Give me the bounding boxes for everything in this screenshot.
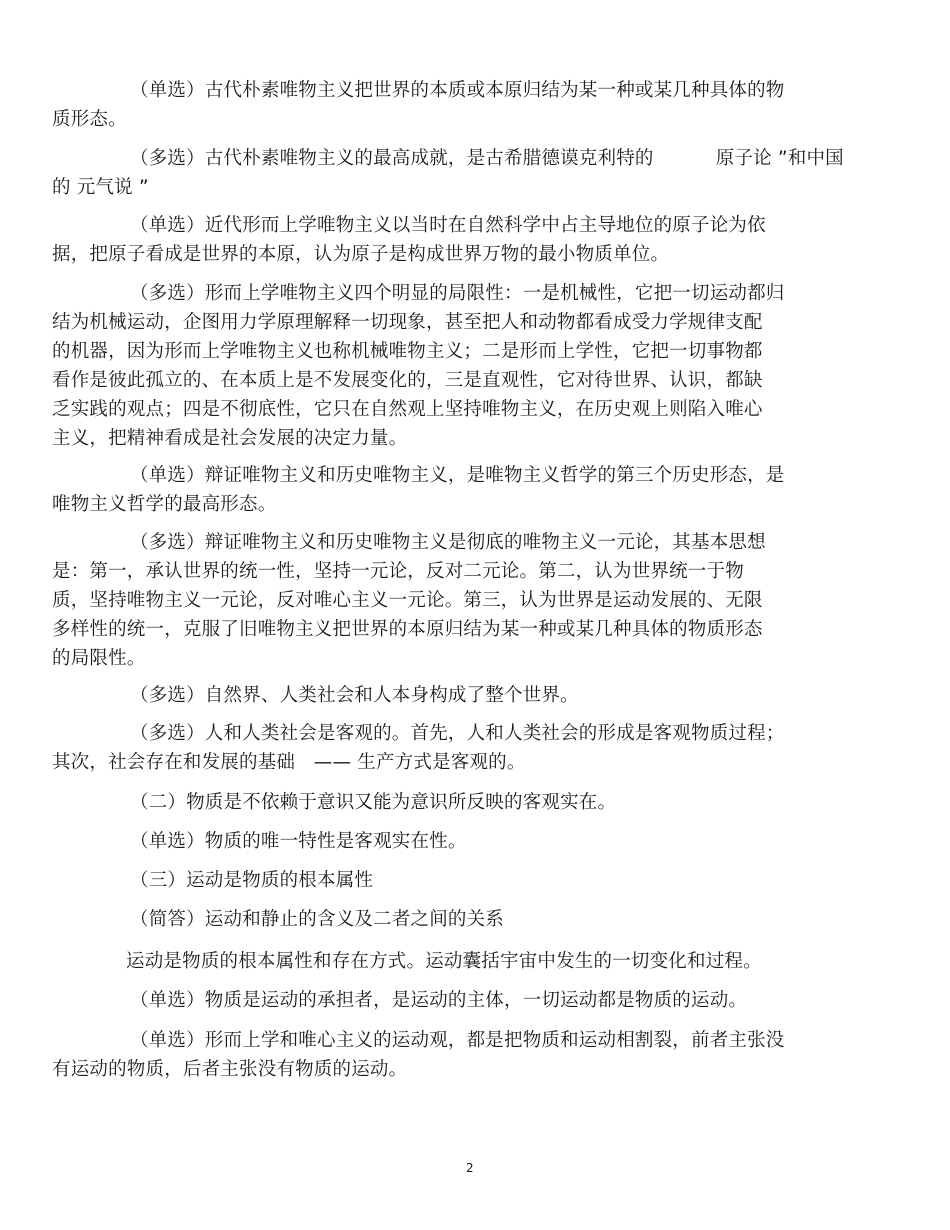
text-line: （简答）运动和静止的含义及二者之间的关系 xyxy=(130,909,505,930)
text-line: （三）运动是物质的根本属性 xyxy=(130,870,374,891)
section-heading xyxy=(52,866,373,895)
text-line: 的局限性。 xyxy=(52,648,146,669)
text-line: 主义，把精神看成是社会发展的决定力量。 xyxy=(52,428,408,449)
text-line: （多选）古代朴素唯物主义的最高成就，是古希腊德谟克利特的 原子论 ”和中国 xyxy=(130,148,844,169)
paragraph xyxy=(52,279,785,453)
paragraph xyxy=(52,947,762,976)
text-line: 有运动的物质，后者主张没有物质的运动。 xyxy=(52,1059,408,1080)
paragraph xyxy=(52,719,785,777)
paragraph xyxy=(52,461,785,519)
paragraph xyxy=(52,681,579,710)
text-line: （多选）辩证唯物主义和历史唯物主义是彻底的唯物主义一元论，其基本思想 xyxy=(130,532,766,553)
paragraph xyxy=(52,76,785,134)
section-heading xyxy=(52,788,616,817)
text-line: 多样性的统一，克服了旧唯物主义把世界的本原归结为某一种或某几种具体的物质形态 xyxy=(52,619,763,640)
paragraph xyxy=(52,1026,785,1084)
paragraph xyxy=(52,528,766,673)
paragraph xyxy=(52,827,467,856)
text-line: 其次，社会存在和发展的基础 —— 生产方式是客观的。 xyxy=(52,752,526,773)
text-line: （单选）物质是运动的承担者，是运动的主体，一切运动都是物质的运动。 xyxy=(130,990,748,1011)
text-line: （单选）近代形而上学唯物主义以当时在自然科学中占主导地位的原子论为依 xyxy=(130,215,766,236)
paragraph xyxy=(52,986,747,1015)
paragraph xyxy=(52,905,504,934)
text-line: 的机器，因为形而上学唯物主义也称机械唯物主义；二是形而上学性，它把一切事物都 xyxy=(52,341,763,362)
text-line: 乏实践的观点；四是不彻底性，它只在自然观上坚持唯物主义，在历史观上则陷入唯心 xyxy=(52,399,763,420)
text-line: （单选）物质的唯一特性是客观实在性。 xyxy=(130,831,467,852)
text-line: 据，把原子看成是世界的本原，认为原子是构成世界万物的最小物质单位。 xyxy=(52,244,670,265)
paragraph xyxy=(52,144,844,202)
text-line: 的 元气说 ” xyxy=(52,177,149,198)
text-line: （多选）人和人类社会是客观的。首先，人和人类社会的形成是客观物质过程； xyxy=(130,723,785,744)
text-line: （单选）古代朴素唯物主义把世界的本质或本原归结为某一种或某几种具体的物 xyxy=(130,80,785,101)
text-line: 结为机械运动，企图用力学原理解释一切现象，甚至把人和动物都看成受力学规律支配 xyxy=(52,312,763,333)
text-line: （多选）形而上学唯物主义四个明显的局限性：一是机械性，它把一切运动都归 xyxy=(130,283,785,304)
text-line: 质形态。 xyxy=(52,109,127,130)
paragraph xyxy=(52,211,766,269)
text-line: 看作是彼此孤立的、在本质上是不发展变化的，三是直观性，它对待世界、认识，都缺 xyxy=(52,370,763,391)
text-line: （多选）自然界、人类社会和人本身构成了整个世界。 xyxy=(130,685,579,706)
text-line: 运动是物质的根本属性和存在方式。运动囊括宇宙中发生的一切变化和过程。 xyxy=(126,951,762,972)
text-line: （单选）形而上学和唯心主义的运动观，都是把物质和运动相割裂，前者主张没 xyxy=(130,1030,785,1051)
text-line: （二）物质是不依赖于意识又能为意识所反映的客观实在。 xyxy=(130,792,617,813)
text-line: 质，坚持唯物主义一元论，反对唯心主义一元论。第三，认为世界是运动发展的、无限 xyxy=(52,590,763,611)
text-line: （单选）辩证唯物主义和历史唯物主义，是唯物主义哲学的第三个历史形态，是 xyxy=(130,465,785,486)
text-line: 唯物主义哲学的最高形态。 xyxy=(52,494,277,515)
text-line: 是：第一，承认世界的统一性，坚持一元论，反对二元论。第二，认为世界统一于物 xyxy=(52,561,744,582)
page-number: 2 xyxy=(466,1161,474,1175)
